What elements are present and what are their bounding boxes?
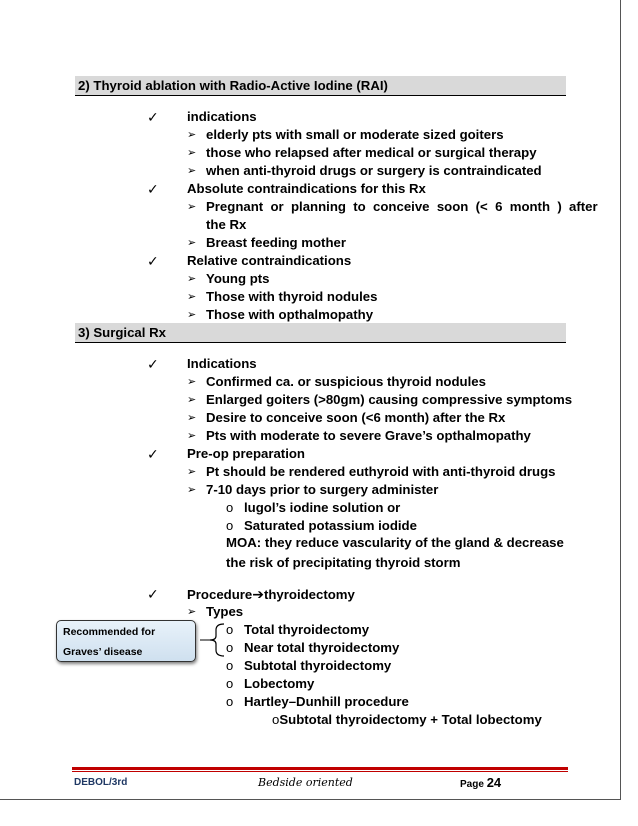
rai-abs-label: Absolute contraindications for this Rx <box>187 181 426 196</box>
arrow-bullet-icon: ➢ <box>187 237 197 249</box>
check-icon: ✓ <box>147 446 159 462</box>
circle-bullet-icon: o <box>226 622 234 637</box>
circle-bullet-icon: o <box>226 694 234 709</box>
right-arrow-icon: ➔ <box>252 586 264 602</box>
types-label: Types <box>206 604 244 619</box>
arrow-bullet-icon: ➢ <box>187 309 197 321</box>
list-item: Saturated potassium iodide <box>244 518 417 533</box>
footer-page <box>460 776 501 792</box>
graves-callout: Recommended for Graves’ disease <box>56 620 196 662</box>
list-item: Hartley–Dunhill procedure <box>244 694 409 709</box>
list-item: Pt should be rendered euthyroid with anti-thyroid drugs <box>206 464 556 479</box>
list-item: Subtotal thyroidectomy <box>244 658 392 673</box>
check-icon: ✓ <box>147 181 159 197</box>
list-item: those who relapsed after medical or surgical therapy <box>206 145 537 160</box>
list-item: Pregnant or planning to conceive soon (< 6 month ) after <box>206 199 598 214</box>
list-item: when anti-thyroid drugs or surgery is contraindicated <box>206 163 542 178</box>
section-heading-surgical: 3) Surgical Rx <box>75 323 566 343</box>
list-item: Young pts <box>206 271 270 286</box>
arrow-bullet-icon: ➢ <box>187 291 197 303</box>
footer-left: DEBOL/3rd <box>74 777 128 788</box>
arrow-bullet-icon: ➢ <box>187 412 197 424</box>
list-item: Desire to conceive soon (<6 month) after the Rx <box>206 410 506 425</box>
procedure-line <box>187 585 355 604</box>
rai-rel-label: Relative contraindications <box>187 253 352 268</box>
list-item: Lobectomy <box>244 676 315 691</box>
check-icon: ✓ <box>147 356 159 372</box>
arrow-bullet-icon: ➢ <box>187 484 197 496</box>
circle-bullet-icon: o <box>226 500 234 515</box>
arrow-bullet-icon: ➢ <box>187 129 197 141</box>
circle-bullet-icon: o <box>226 676 234 691</box>
list-item: Pts with moderate to severe Grave’s opthalmopathy <box>206 428 531 443</box>
list-item: elderly pts with small or moderate sized goiters <box>206 127 504 142</box>
footer-center: Bedside oriented <box>258 776 353 789</box>
list-item: 7-10 days prior to surgery administer <box>206 482 439 497</box>
list-item: Total thyroidectomy <box>244 622 370 637</box>
arrow-bullet-icon: ➢ <box>187 376 197 388</box>
circle-bullet-icon: o <box>226 640 234 655</box>
section-heading-rai: 2) Thyroid ablation with Radio-Active Iodine (RAI) <box>75 76 566 96</box>
list-item: lugol’s iodine solution or <box>244 500 401 515</box>
list-item: Breast feeding mother <box>206 235 346 250</box>
moa-text: the risk of precipitating thyroid storm <box>226 555 461 570</box>
page-label: Page <box>460 779 484 790</box>
list-item-continuation: the Rx <box>206 217 247 232</box>
arrow-bullet-icon: ➢ <box>187 147 197 159</box>
arrow-bullet-icon: ➢ <box>187 606 197 618</box>
procedure-label: Procedure <box>187 587 253 602</box>
arrow-bullet-icon: ➢ <box>187 201 197 213</box>
list-item: Those with thyroid nodules <box>206 289 378 304</box>
moa-text: MOA: they reduce vascularity of the gland & decrease <box>226 535 564 550</box>
list-item: Enlarged goiters (>80gm) causing compressive symptoms <box>206 392 573 407</box>
list-item: Near total thyroidectomy <box>244 640 400 655</box>
arrow-bullet-icon: ➢ <box>187 165 197 177</box>
check-icon: ✓ <box>147 253 159 269</box>
footer-rule <box>72 767 568 770</box>
list-item: Confirmed ca. or suspicious thyroid nodules <box>206 374 486 389</box>
check-icon: ✓ <box>147 586 159 602</box>
hartley-detail-text: Subtotal thyroidectomy + Total lobectomy <box>279 712 542 727</box>
arrow-bullet-icon: ➢ <box>187 394 197 406</box>
procedure-value: thyroidectomy <box>263 587 355 602</box>
circle-bullet-icon: o <box>272 712 280 727</box>
arrow-bullet-icon: ➢ <box>187 430 197 442</box>
check-icon: ✓ <box>147 109 159 125</box>
page-number: 24 <box>486 775 502 790</box>
list-item: Those with opthalmopathy <box>206 307 374 322</box>
footer-rule-thin <box>72 771 568 772</box>
arrow-bullet-icon: ➢ <box>187 273 197 285</box>
rai-indications-label: indications <box>187 109 257 124</box>
hartley-detail <box>272 711 542 729</box>
preop-label: Pre-op preparation <box>187 446 305 461</box>
circle-bullet-icon: o <box>226 518 234 533</box>
arrow-bullet-icon: ➢ <box>187 466 197 478</box>
surg-indications-label: Indications <box>187 356 257 371</box>
circle-bullet-icon: o <box>226 658 234 673</box>
brace-icon <box>198 622 228 658</box>
